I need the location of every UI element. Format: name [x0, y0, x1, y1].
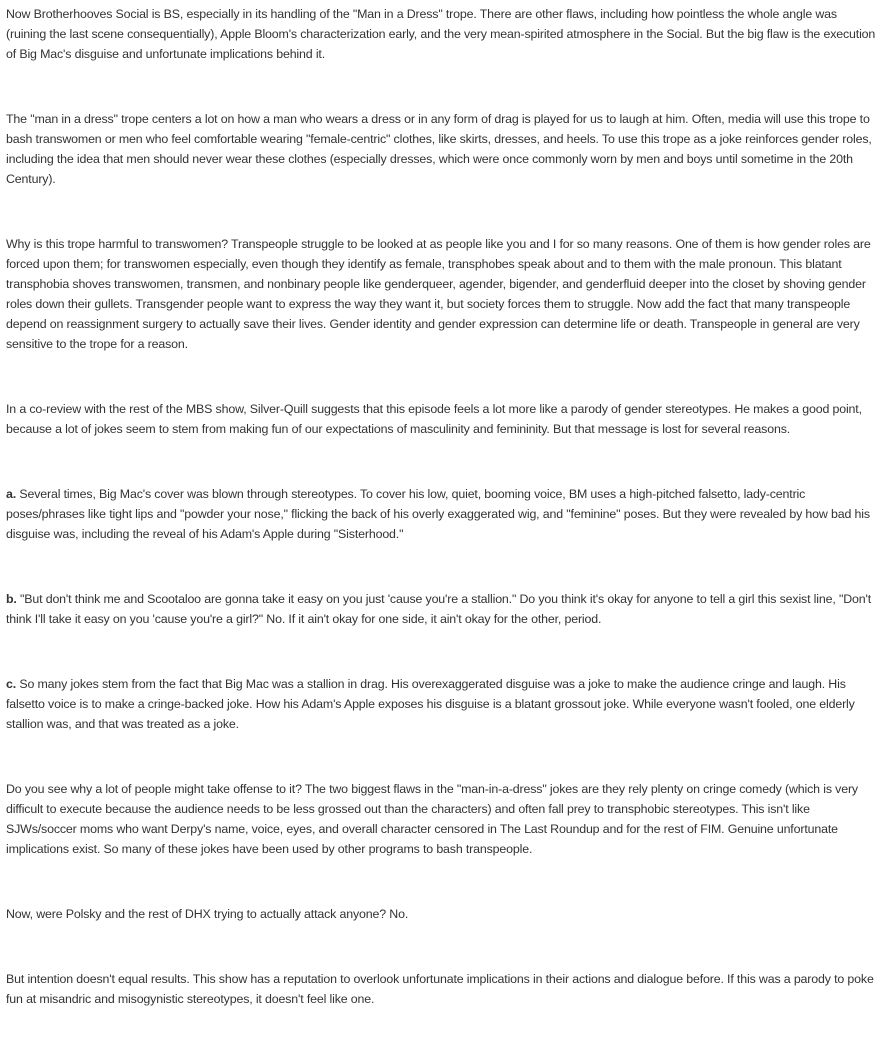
paragraph-marker: c.: [6, 677, 17, 691]
paragraph-intent-question: [6, 904, 879, 924]
paragraph-marker: b.: [6, 592, 17, 606]
paragraph-co-review: [6, 399, 879, 439]
paragraph-text: But intention doesn't equal results. This show has a reputation to overlook unfortunate implications in their actions and dialogue before. If this was a parody to poke fun at misandric and misogynistic stereotypes, it doesn't feel like one.: [6, 972, 874, 1006]
paragraph-text: In a co-review with the rest of the MBS show, Silver-Quill suggests that this episode feels a lot more like a parody of gender stereotypes. He makes a good point, because a lot of jokes seem to stem from making fun of our expectations of masculinity and femininity. But that message is lost for several reasons.: [6, 402, 862, 436]
paragraph-text: Why is this trope harmful to transwomen? Transpeople struggle to be looked at as people like you and I for so many reasons. One of them is how gender roles are forced upon them; for transwomen especially, even though they identify as female, transphobes speak about and to them with the male pronoun. This blatant transphobia shoves transwomen, transmen, and nonbinary people like genderqueer, agender, bigender, and genderfluid deeper into the closet by shoving gender roles down their gullets. Transgender people want to express the way they want it, but society forces them to struggle. Now add the fact that many transpeople depend on reassignment surgery to actually save their lives. Gender identity and gender expression can determine life or death. Transpeople in general are very sensitive to the trope for a reason.: [6, 237, 871, 351]
paragraph-trope-definition: [6, 109, 879, 189]
paragraph-text: "But don't think me and Scootaloo are gonna take it easy on you just 'cause you're a stallion." Do you think it's okay for anyone to tell a girl this sexist line, "Don't think I'll take it easy on you 'cause you're a girl?" No. If it ain't okay for one side, it ain't okay for the other, period.: [6, 592, 871, 626]
paragraph-point-c: [6, 674, 879, 734]
paragraph-text: So many jokes stem from the fact that Big Mac was a stallion in drag. His overexaggerated disguise was a joke to make the audience cringe and laugh. His falsetto voice is to make a cringe-backed joke. How his Adam's Apple exposes his disguise is a blatant grossout joke. While everyone wasn't fooled, one elderly stallion was, and that was treated as a joke.: [6, 677, 855, 731]
paragraph-point-b: [6, 589, 879, 629]
paragraph-harm: [6, 234, 879, 354]
paragraph-text: Now, were Polsky and the rest of DHX trying to actually attack anyone? No.: [6, 907, 409, 921]
paragraph-point-a: [6, 484, 879, 544]
paragraph-intro: [6, 4, 879, 64]
paragraph-text: Several times, Big Mac's cover was blown through stereotypes. To cover his low, quiet, booming voice, BM uses a high-pitched falsetto, lady-centric poses/phrases like tight lips and "powder your nose," flicking the back of his overly exaggerated wig, and "feminine" poses. But they were revealed by how bad his disguise was, including the reveal of his Adam's Apple during "Sisterhood.": [6, 487, 870, 541]
paragraph-text: The "man in a dress" trope centers a lot on how a man who wears a dress or in any form of drag is played for us to laugh at him. Often, media will use this trope to bash transwomen or men who feel comfortable wearing "female-centric" clothes, like skirts, dresses, and heels. To use this trope as a joke reinforces gender roles, including the idea that men should never wear these clothes (especially dresses, which were once commonly worn by men and boys until sometime in the 20th Century).: [6, 112, 872, 186]
paragraph-text: Do you see why a lot of people might take offense to it? The two biggest flaws in the "man-in-a-dress" jokes are they rely plenty on cringe comedy (which is very difficult to execute because the audience needs to be less grossed out than the characters) and often fall prey to transphobic stereotypes. This isn't like SJWs/soccer moms who want Derpy's name, voice, eyes, and overall character censored in The Last Roundup and for the rest of FIM. Genuine unfortunate implications exist. So many of these jokes have been used by other programs to bash transpeople.: [6, 782, 858, 856]
paragraph-offense: [6, 779, 879, 859]
paragraph-marker: a.: [6, 487, 17, 501]
paragraph-text: Now Brotherhooves Social is BS, especially in its handling of the "Man in a Dress" trope. There are other flaws, including how pointless the whole angle was (ruining the last scene consequentially), Apple Bloom's characterization early, and the very mean-spirited atmosphere in the Social. But the big flaw is the execution of Big Mac's disguise and unfortunate implications behind it.: [6, 7, 876, 61]
paragraph-conclusion: [6, 969, 879, 1009]
